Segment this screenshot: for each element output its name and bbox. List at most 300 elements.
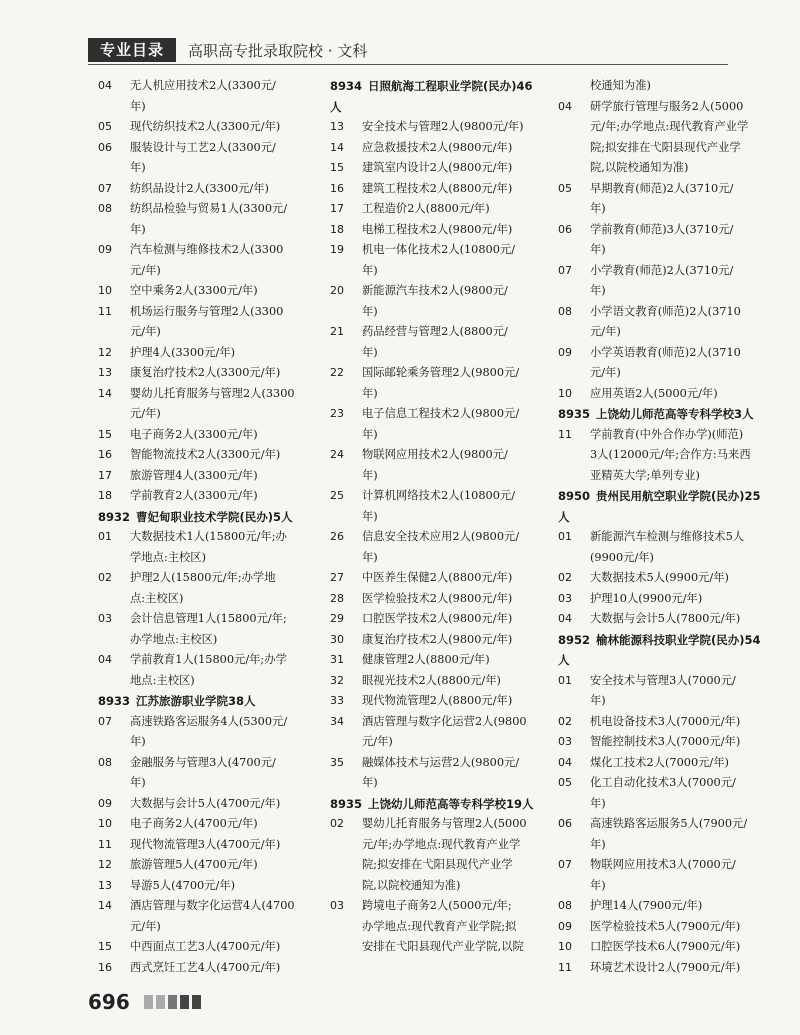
major-code: 08 (558, 899, 572, 912)
major-code: 09 (558, 919, 572, 933)
major-text: 化工自动化技术3人(7000元/ (590, 776, 736, 789)
major-text: 旅游管理4人(3300元/年) (130, 468, 258, 482)
major-code: 20 (330, 284, 344, 297)
major-code: 13 (98, 878, 112, 892)
school-name: 上饶幼儿师范高等专科学校3人 (596, 407, 754, 421)
major-code: 11 (98, 837, 112, 851)
major-entry (558, 220, 780, 241)
major-text: 大数据技术5人(9900元/年) (590, 571, 729, 584)
major-text-continued: 年) (362, 345, 378, 359)
major-code: 18 (98, 489, 112, 502)
school-name-continued: 人 (330, 99, 342, 114)
major-text: 安全技术与管理2人(9800元/年) (362, 120, 524, 133)
major-code: 28 (330, 591, 344, 605)
major-text: 西式烹饪工艺4人(4700元/年) (130, 960, 281, 974)
major-text: 机电设备技术3人(7000元/年) (590, 714, 741, 728)
major-text-continued: 元/年) (130, 325, 161, 338)
major-text-continued: 年) (362, 263, 378, 277)
major-text-continued: 亚精英大学;单列专业) (590, 468, 700, 482)
major-text-continued: 3人(12000元/年;合作方:马来西 (590, 448, 751, 461)
major-text: 纺织品设计2人(3300元/年) (130, 181, 269, 195)
major-entry (558, 917, 780, 938)
major-text-continued: 办学地点:主校区) (130, 632, 218, 646)
major-text-continued: 年) (130, 99, 146, 113)
major-entry (558, 384, 780, 405)
major-text-continued: 元/年) (362, 735, 393, 748)
major-code: 34 (330, 714, 344, 728)
major-text-continued: 年) (130, 222, 146, 236)
school-name: 上饶幼儿师范高等专科学校19人 (368, 796, 534, 811)
major-text: 口腔医学技术6人(7900元/年) (590, 940, 741, 953)
school-heading (330, 794, 550, 815)
major-text: 眼视光技术2人(8800元/年) (362, 673, 501, 687)
major-code: 13 (98, 366, 112, 379)
major-code: 07 (98, 181, 112, 195)
major-entry (558, 773, 780, 794)
major-text: 护理14人(7900元/年) (590, 899, 703, 912)
major-code: 10 (98, 284, 112, 297)
major-text: 工程造价2人(8800元/年) (362, 202, 490, 215)
major-code: 21 (330, 325, 344, 338)
school-heading (98, 507, 318, 528)
major-entry (558, 343, 780, 364)
major-text: 智能控制技术3人(7000元/年) (590, 735, 741, 748)
major-text: 电子信息工程技术2人(9800元/ (362, 407, 520, 420)
major-code: 04 (98, 653, 112, 666)
major-code: 30 (330, 632, 344, 646)
major-entry (558, 671, 780, 692)
major-code: 16 (98, 448, 112, 461)
major-text: 学前教育(中外合作办学)(师范) (590, 427, 744, 441)
major-text: 会计信息管理1人(15800元/年; (130, 612, 287, 625)
major-entry (330, 896, 550, 917)
major-entry (98, 179, 318, 200)
major-code: 06 (98, 140, 112, 154)
major-text: 康复治疗技术2人(3300元/年) (130, 366, 281, 379)
major-text: 学前教育2人(3300元/年) (130, 489, 258, 502)
major-entry (98, 753, 318, 774)
major-code: 03 (98, 612, 112, 625)
major-entry (330, 486, 550, 507)
major-text: 中西面点工艺3人(4700元/年) (130, 940, 281, 953)
major-text: 金融服务与管理3人(4700元/ (130, 755, 276, 769)
major-text-continued: 院;拟安排在弋阳县现代产业学 (362, 858, 513, 871)
page-number: 696 (88, 990, 130, 1014)
major-entry (98, 835, 318, 856)
major-text-continued: 年) (590, 202, 606, 215)
major-entry (98, 281, 318, 302)
major-text-continued: 年) (590, 796, 606, 810)
major-code: 17 (330, 202, 344, 215)
major-entry (98, 712, 318, 733)
major-text: 中医养生保健2人(8800元/年) (362, 571, 513, 584)
major-text: 护理4人(3300元/年) (130, 345, 236, 359)
major-text-continued: 年) (362, 550, 378, 564)
major-code: 17 (98, 468, 112, 482)
major-entry (558, 958, 780, 979)
major-code: 01 (558, 530, 572, 543)
major-code: 09 (98, 243, 112, 256)
major-entry (98, 363, 318, 384)
major-text-continued: 年) (362, 386, 378, 400)
major-text: 汽车检测与维修技术2人(3300 (130, 243, 284, 256)
major-entry (330, 630, 550, 651)
major-code: 15 (330, 161, 344, 174)
major-text: 酒店管理与数字化运营4人(4700 (130, 899, 295, 912)
major-code: 03 (330, 899, 344, 912)
major-code: 33 (330, 694, 344, 707)
major-text-continued: 年) (362, 468, 378, 482)
major-code: 06 (558, 222, 572, 236)
major-code: 12 (98, 858, 112, 871)
major-entry (330, 158, 550, 179)
major-text: 大数据技术1人(15800元/年;办 (130, 530, 287, 543)
school-code: 8934 (330, 79, 363, 93)
major-code: 07 (558, 858, 572, 871)
major-entry (330, 814, 550, 835)
major-entry (330, 609, 550, 630)
major-entry (98, 466, 318, 487)
school-heading (330, 76, 550, 97)
major-entry (98, 794, 318, 815)
major-text: 电子商务2人(3300元/年) (130, 427, 258, 441)
major-entry (330, 363, 550, 384)
major-text: 电梯工程技术2人(9800元/年) (362, 222, 513, 236)
major-entry (558, 97, 780, 118)
major-code: 23 (330, 407, 344, 420)
major-code: 09 (98, 796, 112, 810)
major-entry (558, 425, 780, 446)
major-entry (98, 425, 318, 446)
major-entry (98, 117, 318, 138)
major-text: 医学检验技术5人(7900元/年) (590, 919, 741, 933)
major-text: 口腔医学技术2人(9800元/年) (362, 612, 513, 625)
major-text: 机电一体化技术2人(10800元/ (362, 243, 516, 256)
major-code: 15 (98, 940, 112, 953)
major-text-continued: 年) (130, 776, 146, 789)
major-entry (330, 199, 550, 220)
major-text-continued: 元/年;办学地点:现代教育产业学 (362, 837, 521, 851)
school-name: 榆林能源科技职业学院(民办)54 (596, 632, 761, 647)
major-text-continued: 元/年) (590, 366, 621, 379)
major-code: 11 (558, 427, 572, 441)
major-code: 05 (98, 120, 112, 133)
major-entry (98, 240, 318, 261)
major-text: 电子商务2人(4700元/年) (130, 817, 258, 830)
major-text: 跨境电子商务2人(5000元/年; (362, 899, 512, 912)
major-text-continued: 院,以院校通知为准) (362, 878, 461, 892)
major-entry (558, 527, 780, 548)
major-entry (98, 486, 318, 507)
major-code: 27 (330, 571, 344, 584)
major-entry (330, 568, 550, 589)
major-code: 29 (330, 612, 344, 625)
school-code: 8935 (330, 796, 363, 811)
major-entry (330, 650, 550, 671)
major-entry (98, 527, 318, 548)
major-code: 22 (330, 366, 344, 379)
school-code: 8952 (558, 632, 591, 647)
major-code: 02 (558, 714, 572, 728)
major-entry (558, 753, 780, 774)
major-entry (330, 179, 550, 200)
major-text: 现代物流管理2人(8800元/年) (362, 694, 513, 707)
major-text: 机场运行服务与管理2人(3300 (130, 304, 284, 318)
major-code: 07 (98, 714, 112, 728)
major-code: 01 (558, 673, 572, 687)
school-heading (98, 691, 318, 712)
major-code: 26 (330, 530, 344, 543)
major-entry (98, 302, 318, 323)
major-code: 02 (330, 817, 344, 830)
major-text: 煤化工技术2人(7000元/年) (590, 755, 729, 769)
major-text: 导游5人(4700元/年) (130, 878, 236, 892)
major-entry (558, 568, 780, 589)
major-entry (330, 281, 550, 302)
major-text: 建筑工程技术2人(8800元/年) (362, 181, 513, 195)
major-code: 04 (98, 79, 112, 92)
major-text: 医学检验技术2人(9800元/年) (362, 591, 513, 605)
major-text-continued: 年) (590, 837, 606, 851)
major-entry (558, 855, 780, 876)
major-entry (98, 896, 318, 917)
major-code: 32 (330, 673, 344, 687)
major-entry (558, 589, 780, 610)
school-name-continued: 人 (558, 653, 570, 667)
school-code: 8935 (558, 407, 591, 421)
major-text: 现代物流管理3人(4700元/年) (130, 837, 281, 851)
major-text: 安全技术与管理3人(7000元/ (590, 673, 736, 687)
major-entry (98, 199, 318, 220)
major-text: 智能物流技术2人(3300元/年) (130, 448, 281, 461)
major-text-continued: 元/年) (590, 325, 621, 338)
school-heading (558, 486, 780, 507)
school-name-continued: 人 (558, 509, 570, 524)
major-text: 空中乘务2人(3300元/年) (130, 284, 258, 297)
major-code: 11 (558, 960, 572, 974)
major-code: 08 (98, 755, 112, 769)
major-code: 05 (558, 181, 572, 195)
major-code: 18 (330, 222, 344, 236)
major-entry (330, 240, 550, 261)
major-text-continued: 学地点:主校区) (130, 550, 206, 564)
major-code: 16 (330, 181, 344, 195)
school-heading (558, 404, 780, 425)
major-text: 研学旅行管理与服务2人(5000 (590, 99, 744, 113)
major-code: 01 (98, 530, 112, 543)
major-entry (330, 527, 550, 548)
major-text-continued: 年) (362, 776, 378, 789)
major-text: 新能源汽车技术2人(9800元/ (362, 284, 508, 297)
major-entry (98, 958, 318, 979)
page-header (88, 38, 367, 62)
major-text: 物联网应用技术2人(9800元/ (362, 448, 508, 461)
major-entry (330, 138, 550, 159)
column-1 (98, 76, 318, 978)
header-rule (88, 64, 728, 65)
major-code: 19 (330, 243, 344, 256)
major-text: 无人机应用技术2人(3300元/ (130, 79, 276, 92)
major-text: 护理10人(9900元/年) (590, 591, 703, 605)
major-entry (558, 712, 780, 733)
major-code: 02 (98, 571, 112, 584)
major-entry (330, 712, 550, 733)
major-text-continued: 地点:主校区) (130, 673, 195, 687)
major-text: 应用英语2人(5000元/年) (590, 386, 718, 400)
major-text-continued: 年) (362, 427, 378, 441)
major-text: 应急救援技术2人(9800元/年) (362, 140, 513, 154)
major-code: 25 (330, 489, 344, 502)
major-text: 学前教育(师范)3人(3710元/ (590, 222, 734, 236)
major-text: 现代纺织技术2人(3300元/年) (130, 120, 281, 133)
major-text: 婴幼儿托育服务与管理2人(3300 (130, 386, 295, 400)
page-footer (88, 990, 204, 1014)
major-entry (330, 117, 550, 138)
major-text: 小学语文教育(师范)2人(3710 (590, 304, 741, 318)
major-entry (558, 179, 780, 200)
major-text-continued: 元/年) (130, 407, 161, 420)
major-text-continued: 院;拟安排在弋阳县现代产业学 (590, 140, 741, 154)
major-code: 11 (98, 304, 112, 318)
column-3 (558, 76, 780, 978)
major-code: 08 (558, 304, 572, 318)
major-code: 04 (558, 755, 572, 769)
major-text: 国际邮轮乘务管理2人(9800元/ (362, 366, 520, 379)
major-code: 07 (558, 263, 572, 277)
major-text-continued: 点:主校区) (130, 591, 184, 605)
major-entry (98, 76, 318, 97)
major-entry (558, 937, 780, 958)
major-entry (98, 855, 318, 876)
major-code: 02 (558, 571, 572, 584)
major-entry (330, 404, 550, 425)
major-text: 新能源汽车检测与维修技术5人 (590, 530, 745, 543)
major-text: 高速铁路客运服务5人(7900元/ (590, 817, 748, 830)
major-code: 08 (98, 202, 112, 215)
major-entry (558, 302, 780, 323)
major-text-continued: 年) (362, 304, 378, 318)
major-text-continued: (9900元/年) (590, 550, 654, 564)
major-entry (98, 568, 318, 589)
major-entry (558, 732, 780, 753)
major-entry (330, 691, 550, 712)
major-text: 计算机网络技术2人(10800元/ (362, 489, 516, 502)
major-text-continued: 年) (590, 243, 606, 256)
major-entry (558, 896, 780, 917)
school-heading (558, 630, 780, 651)
major-entry (330, 220, 550, 241)
major-code: 24 (330, 448, 344, 461)
major-text-continued: 年) (362, 509, 378, 523)
major-entry (558, 261, 780, 282)
major-text: 环境艺术设计2人(7900元/年) (590, 960, 741, 974)
major-code: 09 (558, 345, 572, 359)
major-text: 药品经营与管理2人(8800元/ (362, 325, 508, 338)
major-code: 14 (98, 386, 112, 400)
major-text-continued: 年) (590, 694, 606, 707)
decorative-bars (144, 995, 204, 1009)
major-text: 婴幼儿托育服务与管理2人(5000 (362, 817, 527, 830)
major-code: 03 (558, 591, 572, 605)
major-entry (330, 753, 550, 774)
major-code: 31 (330, 653, 344, 666)
major-text: 纺织品检验与贸易1人(3300元/ (130, 202, 288, 215)
major-code: 05 (558, 776, 572, 789)
major-text: 学前教育1人(15800元/年;办学 (130, 653, 287, 666)
major-text-continued: 年) (130, 735, 146, 748)
major-code: 06 (558, 817, 572, 830)
major-text-continued: 元/年) (130, 263, 161, 277)
major-entry (98, 609, 318, 630)
major-entry (98, 384, 318, 405)
major-text: 物联网应用技术3人(7000元/ (590, 858, 736, 871)
major-code: 12 (98, 345, 112, 359)
major-text: 融媒体技术与运营2人(9800元/ (362, 755, 520, 769)
major-code: 10 (558, 386, 572, 400)
major-text-continued: 院,以院校通知为准) (590, 161, 689, 174)
major-entry (558, 814, 780, 835)
major-text-continued: 元/年) (130, 919, 161, 933)
major-entry (330, 445, 550, 466)
major-text-continued: 年) (130, 161, 146, 174)
major-code: 10 (98, 817, 112, 830)
major-code: 16 (98, 960, 112, 974)
major-text: 信息安全技术应用2人(9800元/ (362, 530, 520, 543)
major-text: 高速铁路客运服务4人(5300元/ (130, 714, 288, 728)
major-text: 早期教育(师范)2人(3710元/ (590, 181, 734, 195)
major-text: 大数据与会计5人(4700元/年) (130, 796, 281, 810)
major-entry (98, 814, 318, 835)
major-text: 康复治疗技术2人(9800元/年) (362, 632, 513, 646)
major-text-continued: 元/年;办学地点:现代教育产业学 (590, 120, 749, 133)
major-text-continued: 安排在弋阳县现代产业学院,以院 (362, 940, 524, 953)
major-code: 03 (558, 735, 572, 748)
major-code: 14 (98, 899, 112, 912)
school-name: 曹妃甸职业技术学院(民办)5人 (136, 509, 293, 524)
major-text: 小学教育(师范)2人(3710元/ (590, 263, 734, 277)
major-text-continued: 校通知为准) (590, 79, 651, 92)
major-text-continued: 年) (590, 284, 606, 297)
major-code: 10 (558, 940, 572, 953)
column-2 (330, 76, 550, 958)
school-name: 江苏旅游职业学院38人 (136, 694, 256, 708)
school-name: 贵州民用航空职业学院(民办)25 (596, 489, 761, 503)
major-text: 旅游管理5人(4700元/年) (130, 858, 258, 871)
major-text: 服装设计与工艺2人(3300元/ (130, 140, 276, 154)
major-entry (98, 138, 318, 159)
major-text: 建筑室内设计2人(9800元/年) (362, 161, 513, 174)
major-text: 小学英语教育(师范)2人(3710 (590, 345, 741, 359)
major-code: 13 (330, 120, 344, 133)
major-entry (330, 322, 550, 343)
major-entry (98, 876, 318, 897)
major-entry (330, 589, 550, 610)
major-text-continued: 年) (590, 878, 606, 892)
major-entry (98, 937, 318, 958)
major-entry (98, 445, 318, 466)
header-title: 高职高专批录取院校 · 文科 (188, 41, 368, 60)
school-code: 8933 (98, 694, 131, 708)
major-code: 04 (558, 612, 572, 625)
major-text: 大数据与会计5人(7800元/年) (590, 612, 741, 625)
major-entry (98, 650, 318, 671)
section-tag: 专业目录 (88, 38, 176, 62)
school-name: 日照航海工程职业学院(民办)46 (368, 79, 533, 93)
school-code: 8932 (98, 509, 131, 524)
major-code: 35 (330, 755, 344, 769)
major-code: 04 (558, 99, 572, 113)
major-entry (98, 343, 318, 364)
